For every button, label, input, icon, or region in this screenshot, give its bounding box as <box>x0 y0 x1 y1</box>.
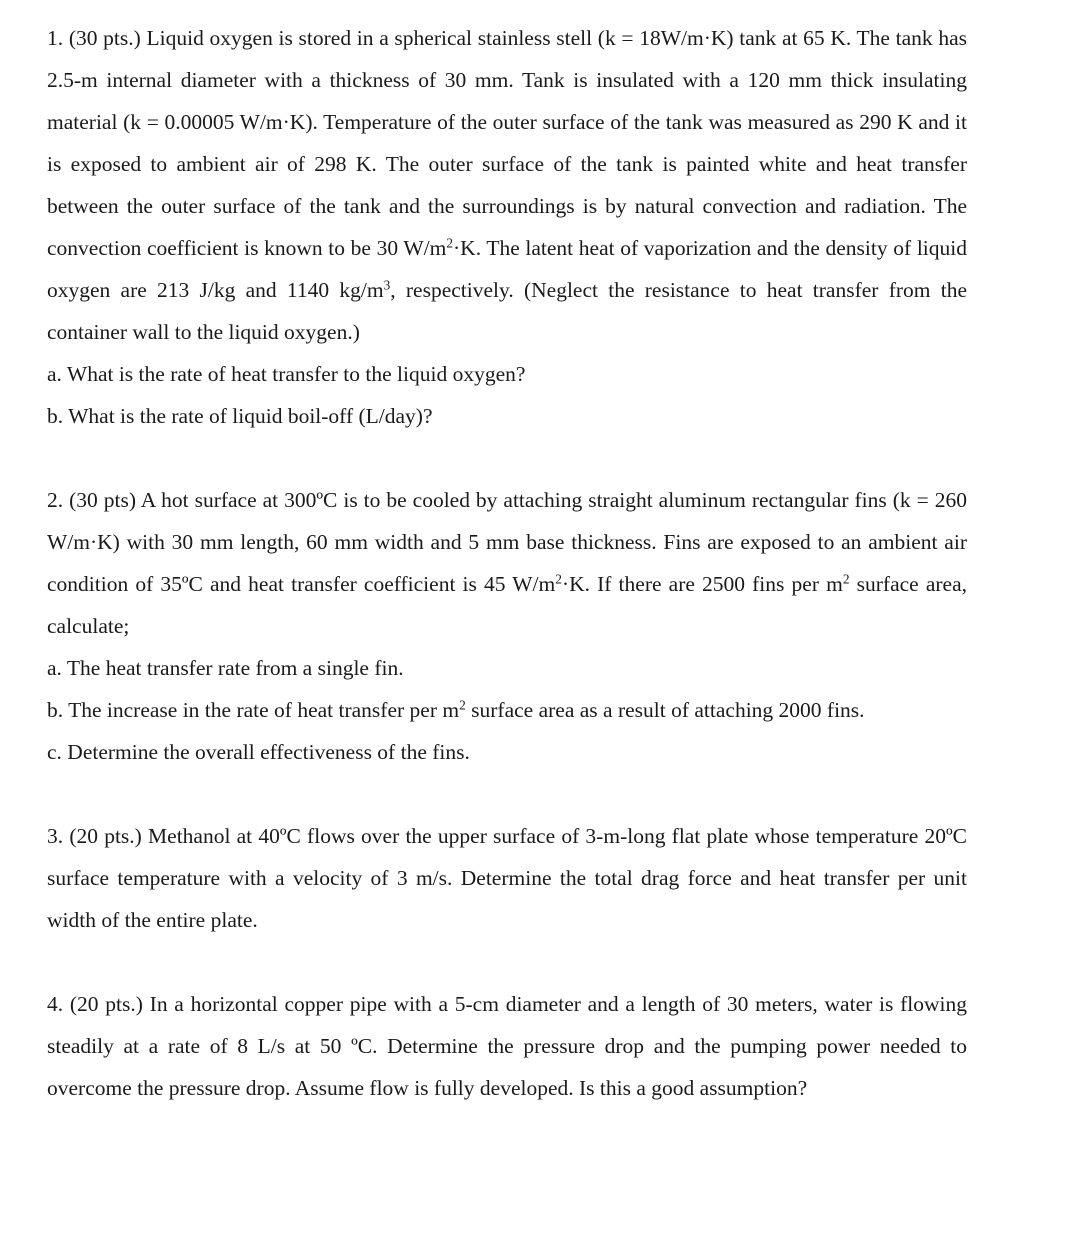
problem-number: 4. <box>47 992 64 1016</box>
problem-points: (30 pts) <box>69 488 136 512</box>
problem-points: (20 pts.) <box>69 992 143 1016</box>
problem-text: Methanol at 40ºC flows over the upper surface of 3-m-long flat plate whose temperature 20ºC surface temperature with a velocity of 3 m/s. Determine the total drag force and heat transfer per unit width of the entire plate. <box>47 824 967 932</box>
superscript: 3 <box>383 277 391 293</box>
subquestion-text: b. The increase in the rate of heat transfer per m <box>47 698 460 722</box>
superscript: 2 <box>459 697 466 713</box>
problem-3-statement <box>47 815 967 941</box>
superscript: 2 <box>842 571 850 587</box>
problem-text: , respectively. (Neglect the resistance to heat transfer from the container wall to the liquid oxygen.) <box>47 278 967 344</box>
problem-4-statement <box>47 983 967 1109</box>
spacer <box>47 437 967 479</box>
spacer <box>47 773 967 815</box>
problem-3 <box>47 815 967 941</box>
problem-4 <box>47 983 967 1109</box>
subquestion-b <box>47 689 967 731</box>
problem-text: A hot surface at 300ºC is to be cooled by attaching straight aluminum rectangular fins (k = 260 W/m·K) with 30 mm length, 60 mm width and 5 mm base thickness. Fins are exposed to an ambient air condition of 35ºC and heat transfer coefficient is 45 W/m <box>47 488 967 596</box>
problem-2 <box>47 479 967 773</box>
problem-text: ·K. If there are 2500 fins per m <box>561 572 843 596</box>
problem-text: surface area, calculate; <box>47 572 967 638</box>
superscript: 2 <box>555 571 562 587</box>
problem-1 <box>47 17 967 437</box>
problem-text: ·K. The latent heat of vaporization and the density of liquid oxygen are 213 J/kg and 1140 kg/m <box>47 236 967 302</box>
subquestion-text: surface area as a result of attaching 2000 fins. <box>465 698 865 722</box>
subquestion-a: a. The heat transfer rate from a single fin. <box>47 656 404 680</box>
spacer <box>47 941 967 983</box>
problem-2-statement <box>47 479 967 647</box>
subquestion-b: b. What is the rate of liquid boil-off (L/day)? <box>47 404 433 428</box>
superscript: 2 <box>446 235 454 251</box>
problem-number: 2. <box>47 488 64 512</box>
problem-number: 1. <box>47 26 64 50</box>
problem-1-statement <box>47 17 967 353</box>
exam-page <box>47 17 967 1109</box>
problem-number: 3. <box>47 824 64 848</box>
problem-points: (30 pts.) <box>68 26 141 50</box>
subquestion-c: c. Determine the overall effectiveness of the fins. <box>47 740 470 764</box>
problem-text: Liquid oxygen is stored in a spherical stainless stell (k = 18W/m·K) tank at 65 K. The tank has 2.5-m internal diameter with a thickness of 30 mm. Tank is insulated with a 120 mm thick insulating material (k = 0.00005 W/m·K). Temperature of the outer surface of the tank was measured as 290 K and it is exposed to ambient air of 298 K. The outer surface of the tank is painted white and heat transfer between the outer surface of the tank and the surroundings is by natural convection and radiation. The convection coefficient is known to be 30 W/m <box>47 26 968 260</box>
problem-points: (20 pts.) <box>69 824 142 848</box>
subquestion-a: a. What is the rate of heat transfer to the liquid oxygen? <box>47 362 526 386</box>
problem-text: In a horizontal copper pipe with a 5-cm diameter and a length of 30 meters, water is flowing steadily at a rate of 8 L/s at 50 ºC. Determine the pressure drop and the pumping power needed to overcome the pressure drop. Assume flow is fully developed. Is this a good assumption? <box>47 992 967 1100</box>
